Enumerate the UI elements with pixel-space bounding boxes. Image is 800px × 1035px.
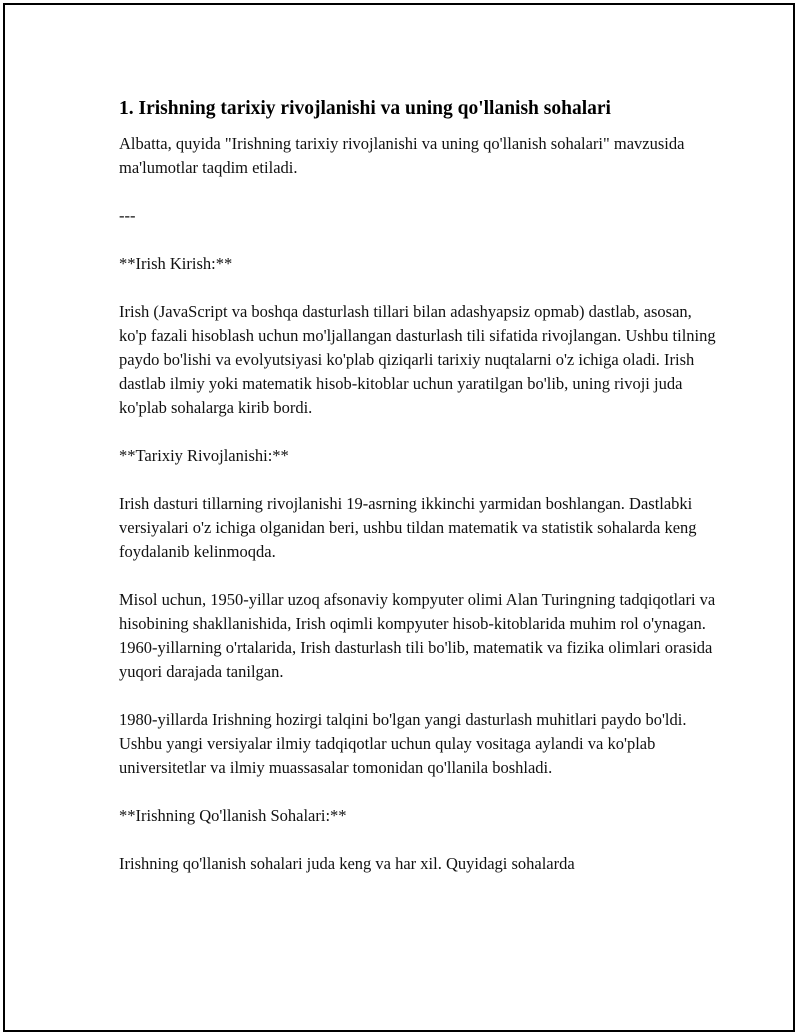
intro-paragraph: Albatta, quyida "Irishning tarixiy rivojlanishi va uning qo'llanish sohalari" mavzusida ma'lumotlar taqdim etiladi. — [119, 134, 685, 177]
tarixiy-paragraph-1: Irish dasturi tillarning rivojlanishi 19-asrning ikkinchi yarmidan boshlangan. Dastlabki versiyalari o'z ichiga olganidan beri, ushbu tildan matematik va statistik sohalarda keng foydalanib kelinmoqda. — [119, 494, 697, 561]
kirish-paragraph: Irish (JavaScript va boshqa dasturlash tillari bilan adashyapsiz opmab) dastlab, asosan, ko'p fazali hisoblash uchun mo'ljallangan dasturlash tili sifatida rivojlangan. Ushbu tilning paydo bo'lishi va evolyutsiyasi ko'plab qiziqarli tarixiy nuqtalarni o'z ichiga oladi. Irish dastlab ilmiy yoki matematik hisob-kitoblar uchun yaratilgan bo'lib, uning rivoji juda ko'plab sohalarga kirib bordi. — [119, 302, 716, 417]
section-heading-kirish: **Irish Kirish:** — [119, 254, 233, 273]
qollanish-paragraph: Irishning qo'llanish sohalari juda keng va har xil. Quyidagi sohalarda — [119, 854, 575, 873]
section-heading-qollanish: **Irishning Qo'llanish Sohalari:** — [119, 806, 347, 825]
tarixiy-paragraph-3: 1980-yillarda Irishning hozirgi talqini bo'lgan yangi dasturlash muhitlari paydo bo'ldi. Ushbu yangi versiyalar ilmiy tadqiqotlar uchun qulay vositaga aylandi va ko'plab universitetlar va ilmiy muassasalar tomonidan qo'llanila boshladi. — [119, 710, 687, 777]
document-title: 1. Irishning tarixiy rivojlanishi va uning qo'llanish sohalari — [119, 98, 611, 119]
document-body — [119, 95, 719, 900]
document-page — [3, 3, 795, 1032]
separator-line: --- — [119, 206, 136, 225]
tarixiy-paragraph-2: Misol uchun, 1950-yillar uzoq afsonaviy kompyuter olimi Alan Turingning tadqiqotlari va hisobining shakllanishida, Irish oqimli kompyuter hisob-kitoblarida muhim rol o'ynagan. 1960-yillarning o'rtalarida, Irish dasturlash tili bo'lib, matematik va fizika olimlari orasida yuqori darajada tanilgan. — [119, 590, 716, 681]
section-heading-tarixiy: **Tarixiy Rivojlanishi:** — [119, 446, 289, 465]
